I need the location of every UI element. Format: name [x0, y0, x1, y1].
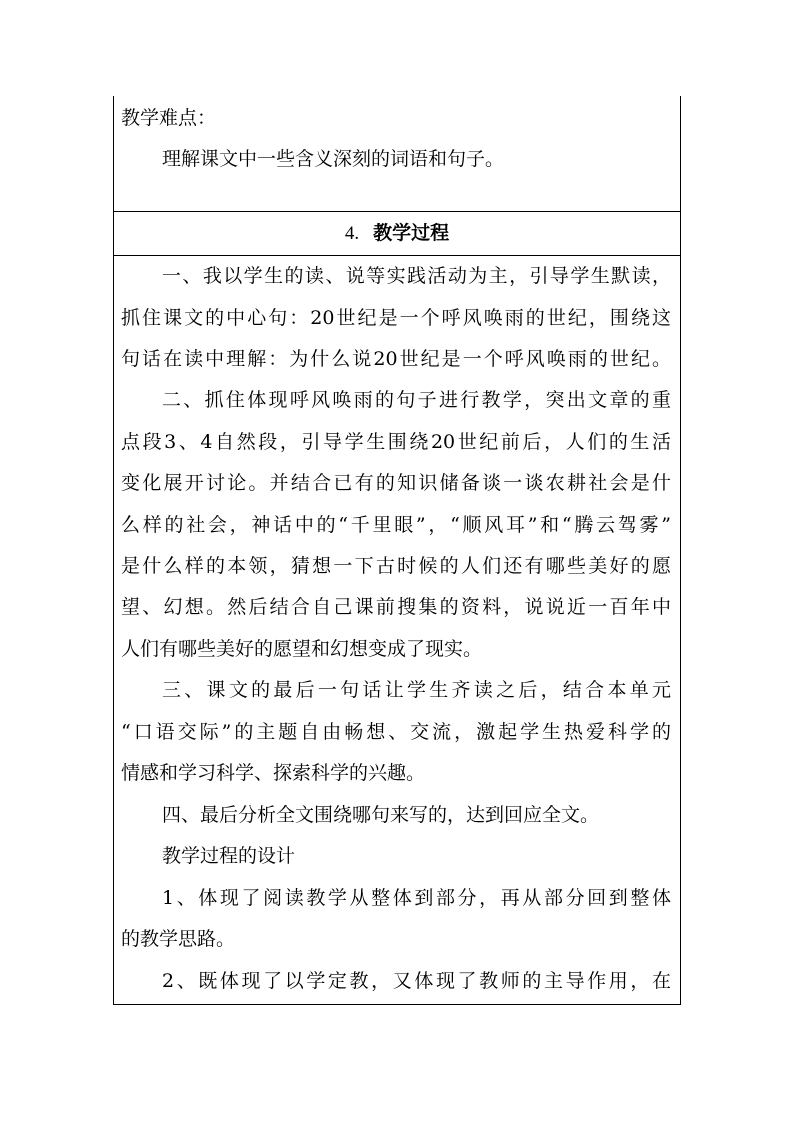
paragraph-line: 抓住课文的中心句：20世纪是一个呼风唤雨的世纪，围绕这	[121, 307, 671, 329]
difficulty-label: 教学难点：	[121, 107, 217, 129]
paragraph-line: 的教学思路。	[121, 928, 236, 950]
difficulty-text: 理解课文中一些含义深刻的词语和句子。	[162, 148, 505, 170]
section-heading	[113, 221, 681, 246]
paragraph-line: 四、最后分析全文围绕哪句来写的，达到回应全文。	[162, 804, 600, 826]
paragraph-line: 二、抓住体现呼风唤雨的句子进行教学，突出文章的重	[162, 389, 671, 411]
paragraph-line: 2、既体现了以学定教，又体现了教师的主导作用，在	[162, 970, 671, 992]
section-number: 4.	[344, 223, 360, 244]
paragraph-line: 望、幻想。然后结合自己课前搜集的资料，说说近一百年中	[121, 596, 671, 618]
paragraph-line: 一、我以学生的读、说等实践活动为主，引导学生默读，	[162, 265, 671, 287]
paragraph-line: 1、体现了阅读教学从整体到部分，再从部分回到整体	[162, 887, 671, 909]
paragraph-line: 点段3、4自然段，引导学生围绕20世纪前后，人们的生活	[121, 431, 671, 453]
section-title: 教学过程	[373, 222, 450, 244]
paragraph-line: 是什么样的本领，猜想一下古时候的人们还有哪些美好的愿	[121, 555, 671, 577]
table-row-divider	[113, 211, 681, 212]
paragraph-line: 句话在读中理解：为什么说20世纪是一个呼风唤雨的世纪。	[121, 348, 671, 370]
paragraph-line: 三、课文的最后一句话让学生齐读之后，结合本单元	[162, 679, 671, 701]
paragraph-line: 么样的社会，神话中的“千里眼”，“顺风耳”和“腾云驾雾”	[121, 514, 671, 536]
paragraph-line: 变化展开讨论。并结合已有的知识储备谈一谈农耕社会是什	[121, 472, 671, 494]
table-row-divider	[113, 255, 681, 256]
paragraph-line: “口语交际”的主题自由畅想、交流，激起学生热爱科学的	[121, 721, 671, 743]
paragraph-line: 人们有哪些美好的愿望和幻想变成了现实。	[121, 638, 483, 660]
paragraph-line: 情感和学习科学、探索科学的兴趣。	[121, 762, 426, 784]
paragraph-line: 教学过程的设计	[162, 845, 296, 867]
